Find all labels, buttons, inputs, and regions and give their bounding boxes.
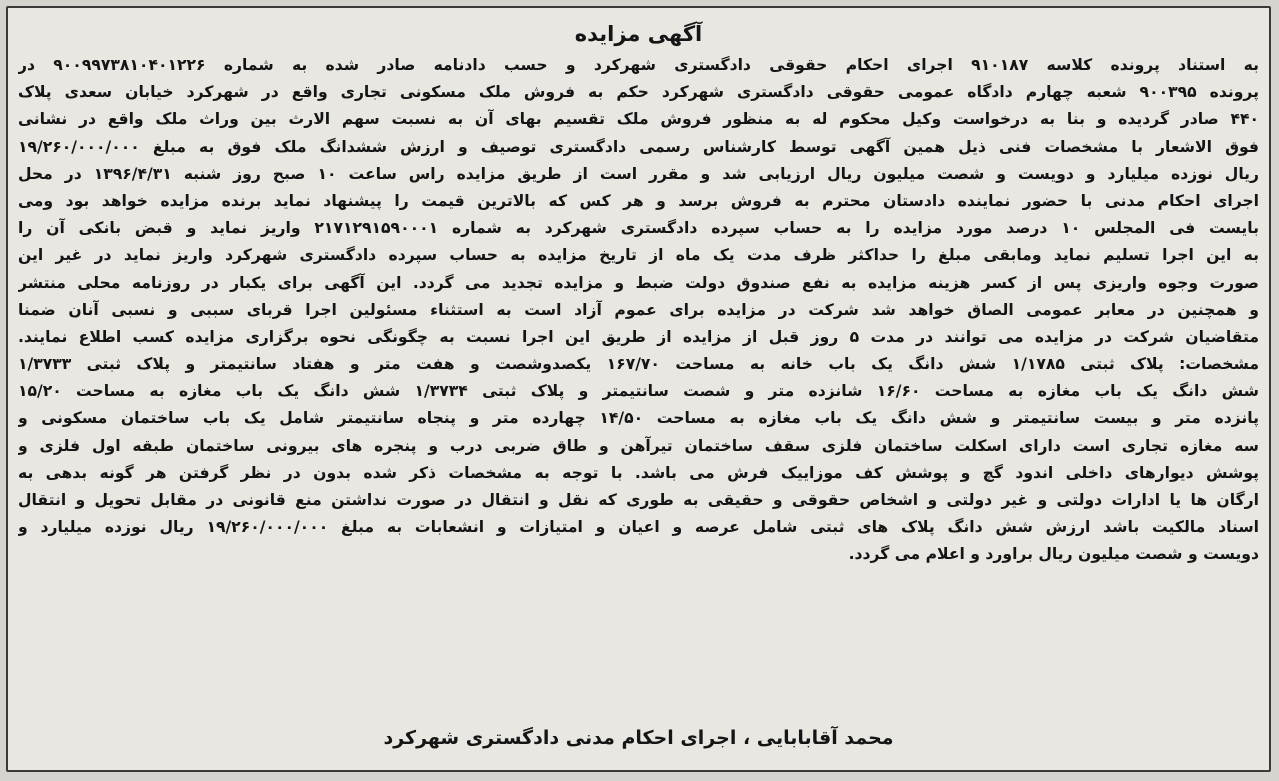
notice-line: ارگان ها یا ادارات دولتی و غیر دولتی و اشخاص حقوقی و حقیقی به طوری که نقل و انتقال در صورت نداشتن منع قانونی در مقابل تحویل و انتقال [18,491,1259,509]
notice-line: شش دانگ یک باب مغازه به مساحت ۱۶/۶۰ شانزده متر و شصت سانتیمتر و پلاک ثبتی ۱/۳۷۳۴ شش دانگ یک باب مغازه به مساحت ۱۵/۲۰ [18,382,1259,401]
notice-line: پرونده ۹۰۰۳۹۵ شعبه چهارم دادگاه عمومی حقوقی دادگستری شهرکرد حکم به فروش ملک مسکونی تجاری واقع در شهرکرد خیابان سعدی پلاک [18,83,1259,102]
notice-line: دویست و شصت میلیون ریال براورد و اعلام می گردد. [848,545,1259,564]
notice-line: ۴۴۰ صادر گردیده و بنا به درخواست وکیل محکوم له به منظور فروش ملک تقسیم بهای آن به نسبت سهم الارث بین وراث ملک واقع در نشانی [18,110,1259,129]
notice-title: آگهی مزایده [574,22,703,46]
notice-line: متقاضیان شرکت در مزایده می توانند در مدت ۵ روز قبل از مزایده از طریق این اجرا نسبت به چگونگی نحوه برگزاری مزایده کسب اطلاع نمایند. [18,327,1259,346]
notice-line: اسناد مالکیت باشد ارزش شش دانگ پلاک های ثبتی شامل عرصه و اعیان و امتیازات و انشعابات به مبلغ ۱۹/۲۶۰/۰۰۰/۰۰۰ ریال نوزده میلیارد و [18,518,1259,537]
notice-line: فوق الاشعار با مشخصات فنی ذیل همین آگهی توسط کارشناس رسمی دادگستری توصیف و ارزش ششدانگ ملک فوق به مبلغ ۱۹/۲۶۰/۰۰۰/۰۰۰ [18,137,1259,156]
notice-line: به استناد پرونده کلاسه ۹۱۰۱۸۷ اجرای احکام حقوقی دادگستری شهرکرد و حسب دادنامه صادر شده به شماره ۹۰۰۹۹۷۳۸۱۰۴۰۱۲۲۶ در [18,56,1259,74]
notice-line: و همچنین در معابر عمومی الصاق خواهد شد شرکت در مزایده برای عموم آزاد است به استثناء مسئولین اجرا قربای سببی و نسبی آنان ضمنا [18,300,1259,319]
notice-line: پانزده متر و بیست سانتیمتر و شش دانگ یک باب مغازه به مساحت ۱۴/۵۰ چهارده متر و پنجاه سانتیمتر شامل یک باب ساختمان مسکونی و [18,409,1259,428]
notice-line: به این اجرا تسلیم نماید ومابقی مبلغ را حداکثر ظرف مدت یک ماه از تاریخ مزایده به حساب سپرده دادگستری شهرکرد واریز نماید در غیر این [18,246,1259,265]
auction-notice [6,6,1271,772]
notice-line: ریال نوزده میلیارد و دویست و شصت میلیون ریال ارزیابی شد و مقرر است از طریق مزایده راس ساعت ۱۰ صبح روز شنبه ۱۳۹۶/۴/۳۱ در محل [18,164,1259,183]
notice-signature: محمد آقابابایی ، اجرای احکام مدنی دادگستری شهرکرد [383,727,894,749]
notice-line: اجرای احکام مدنی با حضور نماینده دادستان محترم به فروش برسد و هر کس که بالاترین قیمت را پیشنهاد نماید برنده مزایده خواهد بود ومی [18,191,1259,210]
notice-line: بایست فی المجلس ۱۰ درصد مورد مزایده را به حساب سپرده دادگستری شهرکرد به شماره ۲۱۷۱۲۹۱۵۹۰۰۰۱ واریز نماید و قبض بانکی آن را [18,219,1259,238]
notice-line: سه مغازه تجاری است دارای اسکلت ساختمان فلزی سقف ساختمان تیرآهن و طاق ضربی درب و پنجره های بیرونی ساختمان طبقه اول فلزی و [18,436,1259,455]
notice-line: پوشش دیوارهای داخلی اندود گچ و پوشش کف موزاییک فرش می باشد. با توجه به مشخصات ذکر شده بدون در نظر گرفتن هر گونه بدهی به [18,463,1259,482]
notice-line: صورت وجوه واریزی پس از کسر هزینه مزایده به نفع صندوق دولت ضبط و مزایده تجدید می گردد. این آگهی برای یکبار در روزنامه محلی منتشر [18,273,1259,292]
notice-line: مشخصات: پلاک ثبتی ۱/۱۷۸۵ شش دانگ یک باب خانه به مساحت ۱۶۷/۷۰ یکصدوشصت و هفت متر و هفتاد سانتیمتر و پلاک ثبتی ۱/۳۷۳۳ [18,355,1259,374]
notice-body [18,52,1259,569]
